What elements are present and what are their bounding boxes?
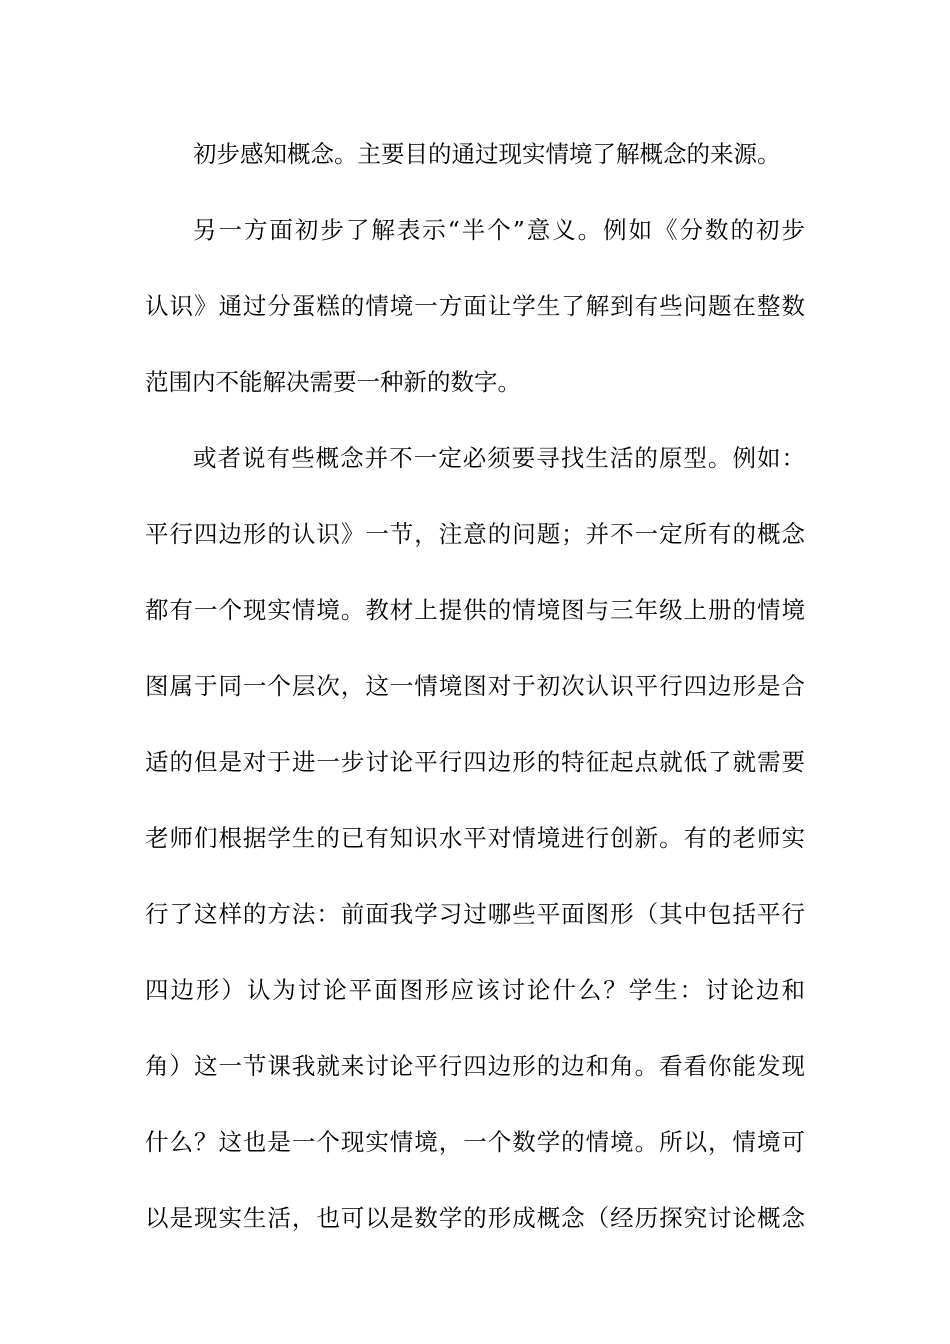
paragraph-3-line-7: 行了这样的方法：前面我学习过哪些平面图形（其中包括平行 <box>145 900 805 928</box>
paragraph-3-line-5: 适的但是对于进一步讨论平行四边形的特征起点就低了就需要 <box>145 748 805 776</box>
paragraph-3-line-2: 平行四边形的认识》一节，注意的问题；并不一定所有的概念 <box>145 520 805 548</box>
paragraph-3-line-11: 以是现实生活，也可以是数学的形成概念（经历探究讨论概念 <box>145 1204 805 1232</box>
paragraph-3-line-6: 老师们根据学生的已有知识水平对情境进行创新。有的老师实 <box>145 824 805 852</box>
paragraph-2-line-2: 认识》通过分蛋糕的情境一方面让学生了解到有些问题在整数 <box>145 292 805 320</box>
paragraph-3-line-8: 四边形）认为讨论平面图形应该讨论什么？学生：讨论边和 <box>145 976 805 1004</box>
paragraph-3-line-4: 图属于同一个层次，这一情境图对于初次认识平行四边形是合 <box>145 672 805 700</box>
paragraph-2-line-1: 另一方面初步了解表示“半个”意义。例如《分数的初步 <box>193 216 805 244</box>
paragraph-3-line-10: 什么？这也是一个现实情境，一个数学的情境。所以，情境可 <box>145 1128 805 1156</box>
paragraph-3-line-1: 或者说有些概念并不一定必须要寻找生活的原型。例如： <box>193 444 805 472</box>
paragraph-2-line-3: 范围内不能解决需要一种新的数字。 <box>145 368 521 396</box>
paragraph-3-line-9: 角）这一节课我就来讨论平行四边形的边和角。看看你能发现 <box>145 1052 805 1080</box>
paragraph-3-line-3: 都有一个现实情境。教材上提供的情境图与三年级上册的情境 <box>145 596 805 624</box>
paragraph-1-line-1: 初步感知概念。主要目的通过现实情境了解概念的来源。 <box>193 140 781 168</box>
